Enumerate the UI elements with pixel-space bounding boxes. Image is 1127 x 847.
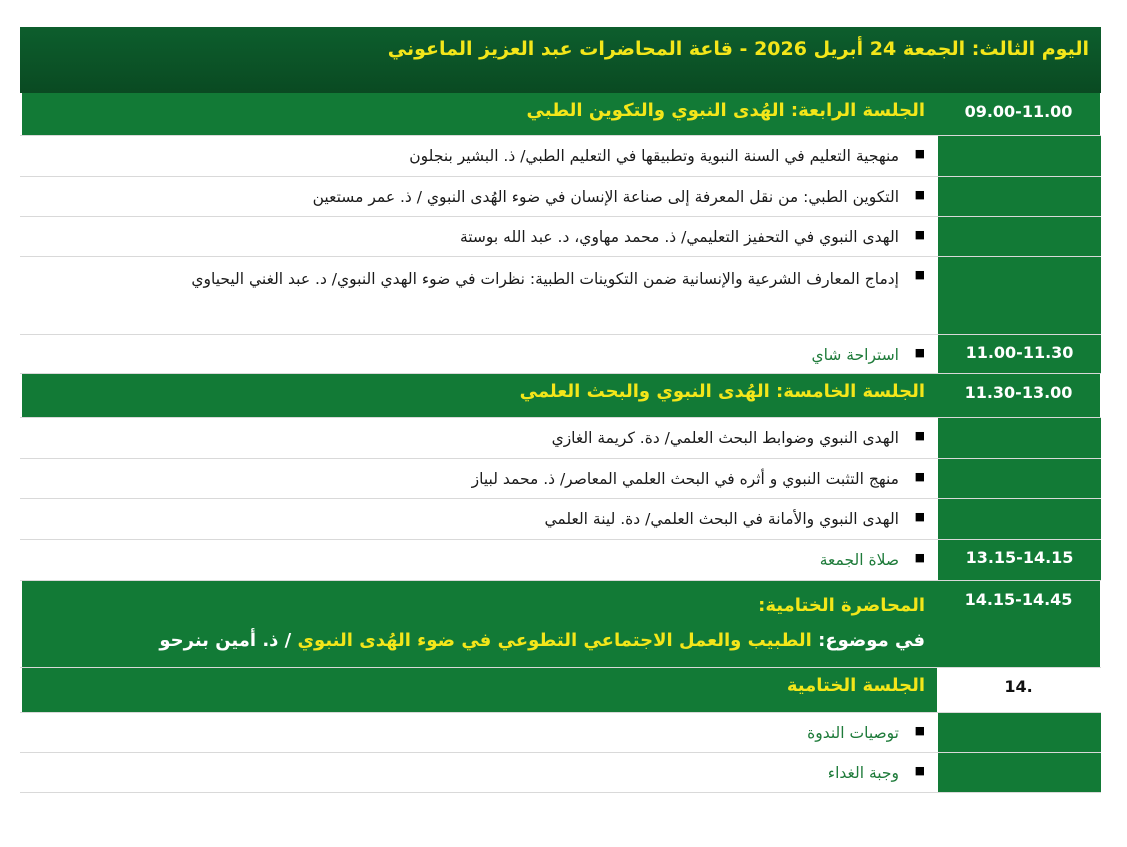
bullet-icon: ■: [914, 429, 925, 442]
tea-break-time: 11.00-11.30: [937, 335, 1101, 373]
bullet-icon: ■: [914, 346, 925, 359]
list-item: ■ إدماج المعارف الشرعية والإنسانية ضمن التكوينات الطبية: نظرات في ضوء الهدي النبوي/ د. عبد الغني اليحياوي: [20, 257, 1101, 335]
prayer-label: صلاة الجمعة: [819, 551, 899, 569]
bullet-icon: ■: [914, 510, 925, 523]
list-item: ■ الهدى النبوي والأمانة في البحث العلمي/ دة. لينة العلمي: [20, 499, 1101, 540]
closing-session-header: [20, 668, 1101, 713]
bullet-icon: ■: [914, 268, 925, 281]
list-item: ■ الهدى النبوي في التحفيز التعليمي/ ذ. محمد مهاوي، د. عبد الله بوستة: [20, 217, 1101, 257]
bullet-icon: ■: [914, 724, 925, 737]
bullet-icon: ■: [914, 147, 925, 160]
prayer-time: 13.15-14.15: [937, 540, 1101, 580]
closing-lecture-subject: في موضوع: الطبيب والعمل الاجتماعي التطوعي في ضوء الهُدى النبوي / ذ. أمين بنرحو: [159, 630, 925, 652]
session-5-title: الجلسة الخامسة: الهُدى النبوي والبحث العلمي: [20, 374, 937, 417]
list-item: ■ منهجية التعليم في السنة النبوية وتطبيقها في التعليم الطبي/ ذ. البشير بنجلون: [20, 136, 1101, 177]
program-table: [20, 27, 1101, 793]
bullet-icon: ■: [914, 228, 925, 241]
list-item: ■ الهدى النبوي وضوابط البحث العلمي/ دة. كريمة الغازي: [20, 418, 1101, 459]
session-4-title: الجلسة الرابعة: الهُدى النبوي والتكوين الطبي: [20, 93, 937, 135]
closing-lecture-title: المحاضرة الختامية:: [758, 595, 925, 616]
bullet-icon: ■: [914, 188, 925, 201]
bullet-icon: ■: [914, 470, 925, 483]
list-item: ■ منهج التثبت النبوي و أثره في البحث العلمي المعاصر/ ذ. محمد لبياز: [20, 459, 1101, 499]
session-5-time: 11.30-13.00: [937, 374, 1101, 417]
closing-lecture-time: 14.15-14.45: [937, 581, 1101, 667]
closing-lecture-row: [20, 581, 1101, 668]
list-item: ■ وجبة الغداء: [20, 753, 1101, 793]
prayer-row: [20, 540, 1101, 581]
session-5-header: [20, 374, 1101, 418]
list-item: ■ التكوين الطبي: من نقل المعرفة إلى صناعة الإنسان في ضوء الهُدى النبوي / ذ. عمر مستعين: [20, 177, 1101, 217]
session-4-header: [20, 93, 1101, 136]
session-4-time: 09.00-11.00: [937, 93, 1101, 135]
bullet-icon: ■: [914, 764, 925, 777]
tea-break-row: [20, 335, 1101, 374]
day-title: اليوم الثالث: الجمعة 24 أبريل 2026 - قاعة المحاضرات عبد العزيز الماعوني: [20, 27, 1101, 93]
closing-session-time: 14.: [937, 668, 1101, 712]
closing-session-title: الجلسة الختامية: [20, 668, 937, 712]
tea-break-label: استراحة شاي: [811, 346, 899, 364]
list-item: ■ توصيات الندوة: [20, 713, 1101, 753]
bullet-icon: ■: [914, 551, 925, 564]
